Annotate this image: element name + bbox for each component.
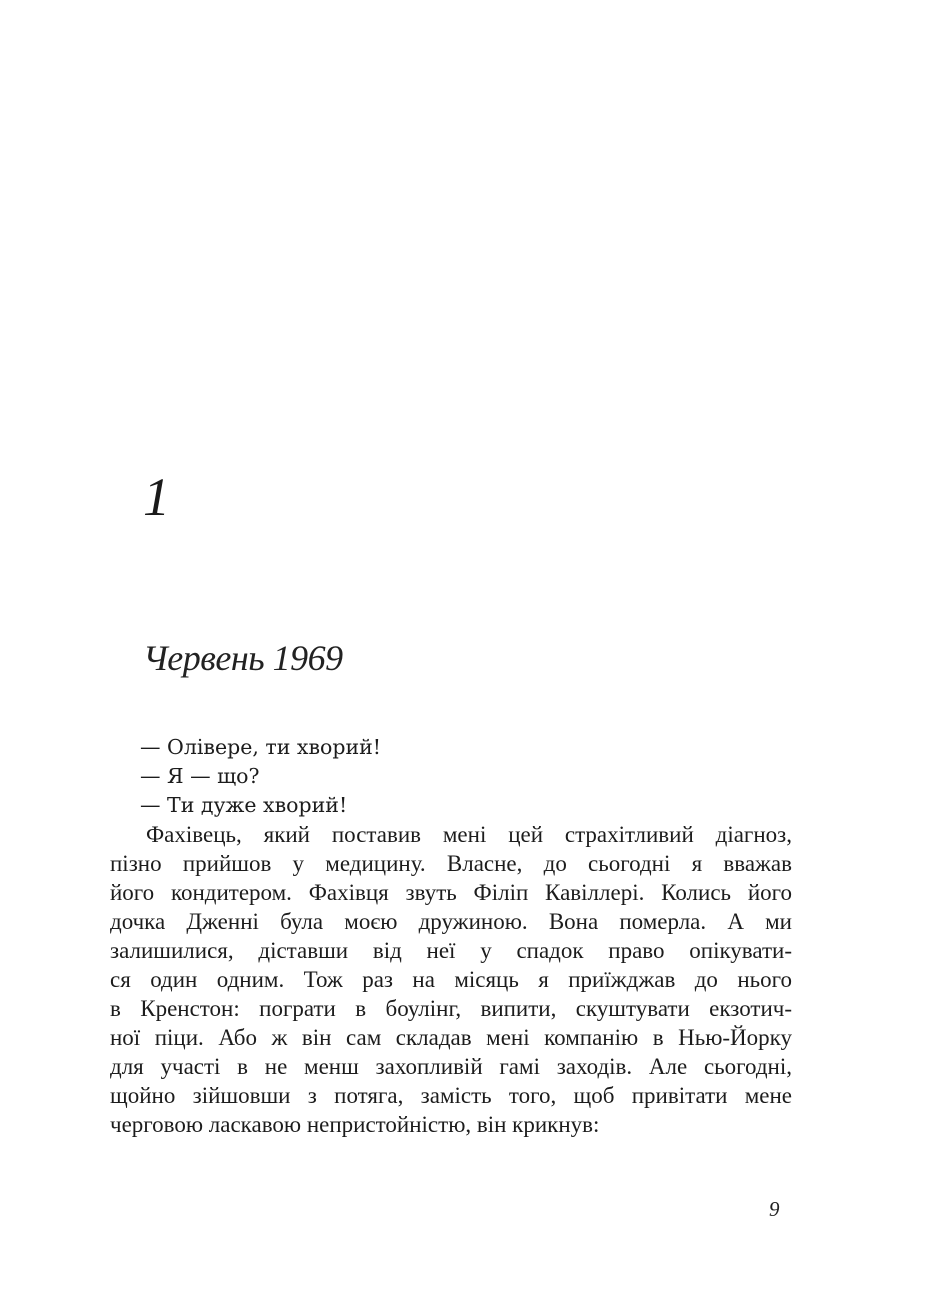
chapter-date-heading: Червень 1969 [143, 638, 343, 678]
chapter-number: 1 [143, 467, 170, 527]
paragraph-line: пізно прийшов у медицину. Власне, до сьогодні я вважав [110, 851, 792, 876]
paragraph-line: його кондитером. Фахівця звуть Філіп Кавіллері. Колись його [110, 880, 792, 905]
chapter-body [110, 733, 792, 1139]
paragraph-line: черговою ласкавою непристойністю, він крикнув: [110, 1112, 600, 1137]
paragraph-line: для участі в не менш захопливій гамі заходів. Але сьогодні, [110, 1054, 792, 1079]
paragraph-line: Фахівець, який поставив мені цей страхітливий діагноз, [146, 822, 792, 847]
dialogue-line: — Я — що? [140, 764, 260, 788]
paragraph-line: в Кренстон: пограти в боулінг, випити, скуштувати екзотич- [110, 996, 792, 1021]
paragraph-line: ної піци. Або ж він сам складав мені компанію в Нью-Йорку [110, 1025, 792, 1050]
paragraph [110, 820, 792, 1139]
paragraph-line: залишилися, діставши від неї у спадок право опікувати- [110, 938, 792, 963]
paragraph-line: ся один одним. Тож раз на місяць я приїжджав до нього [110, 967, 792, 992]
page-number: 9 [769, 1197, 780, 1221]
paragraph-line: щойно зійшовши з потяга, замість того, щоб привітати мене [110, 1083, 792, 1108]
dialogue-line: — Олівере, ти хворий! [140, 735, 382, 759]
paragraph-line: дочка Дженні була моєю дружиною. Вона померла. А ми [110, 909, 792, 934]
dialogue-line: — Ти дуже хворий! [140, 793, 348, 817]
